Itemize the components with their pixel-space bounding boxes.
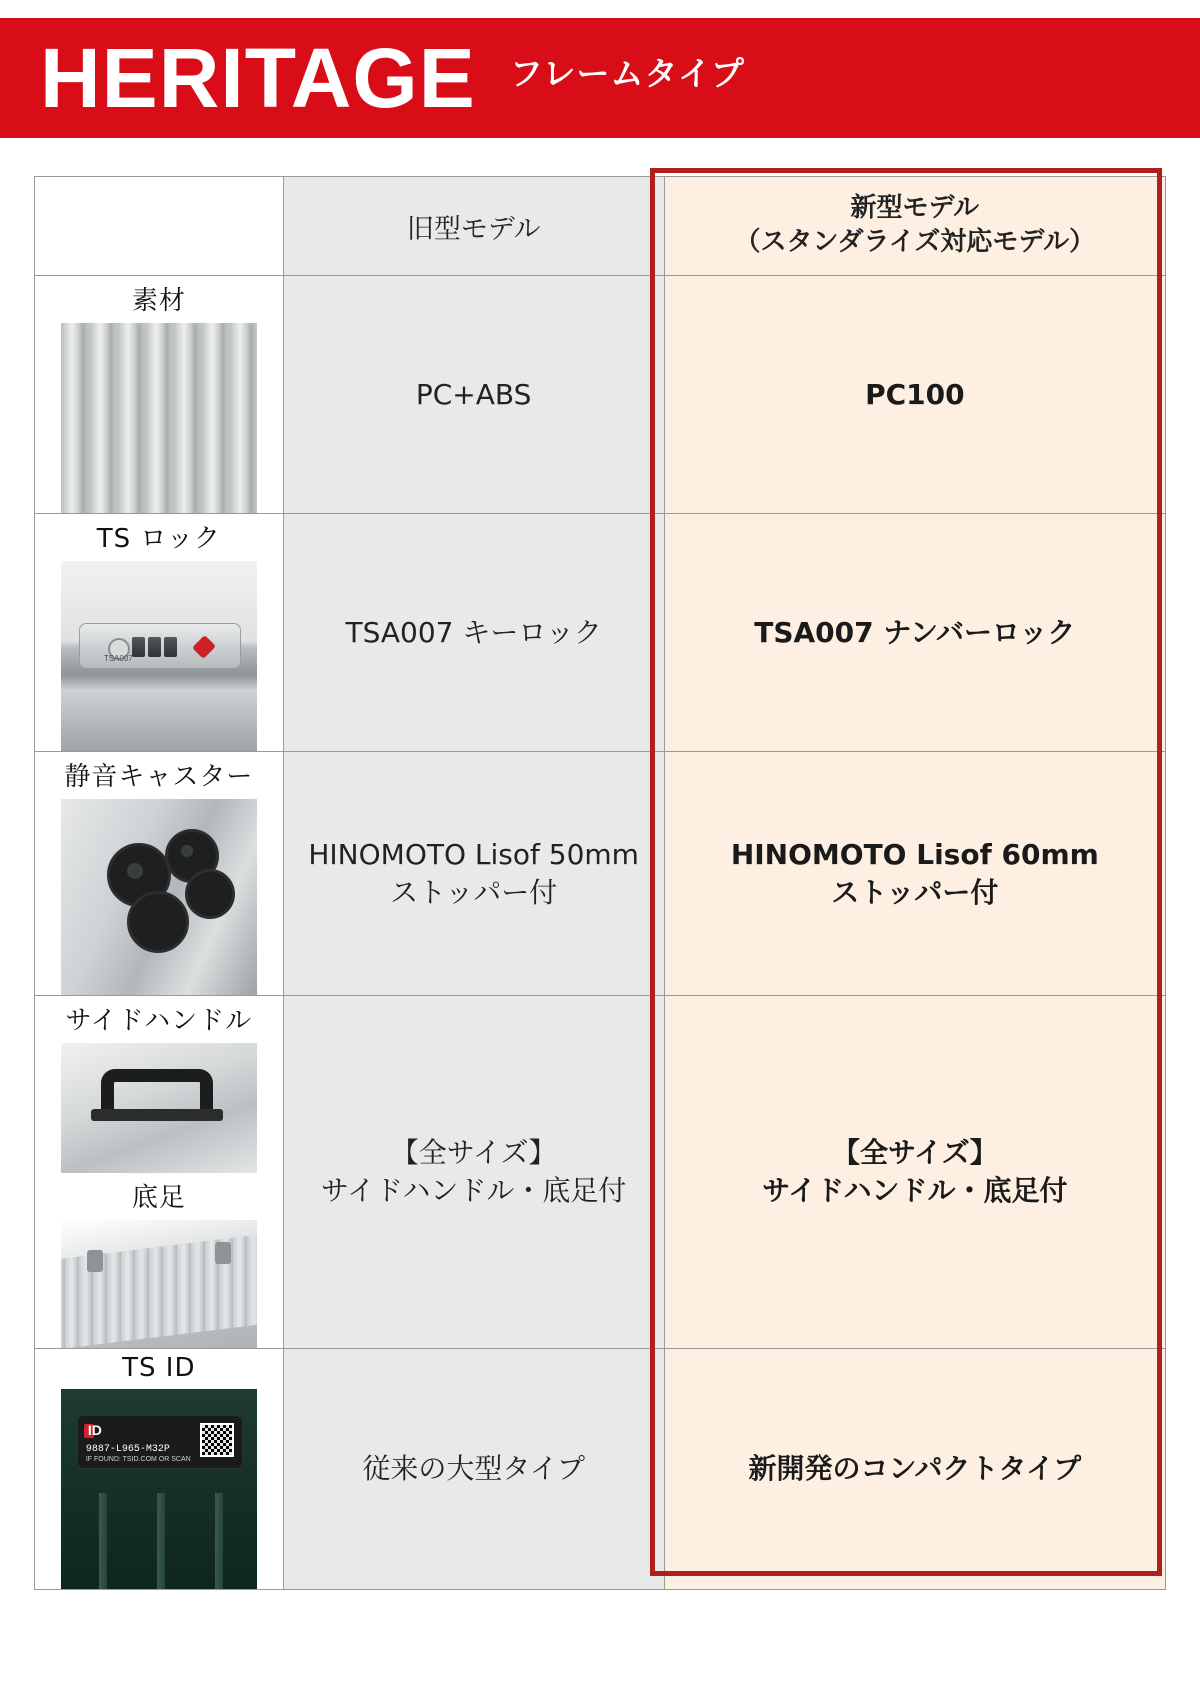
row-caster-new-line1: HINOMOTO Lisof 60mm xyxy=(730,837,1099,871)
handle-bar-shape xyxy=(101,1069,213,1111)
silent-caster-photo xyxy=(61,799,257,995)
row-caster-old-line2: ストッパー付 xyxy=(390,875,558,909)
ts-lock-photo xyxy=(61,561,257,751)
row-handle-old-line1: 【全サイズ】 xyxy=(390,1136,557,1170)
caster-hub-2 xyxy=(181,845,193,857)
row-tsid-new-value: 新開発のコンパクトタイプ xyxy=(664,1349,1165,1590)
row-feet-label: 底足 xyxy=(131,1183,186,1213)
row-handle-old-line2: サイドハンドル・底足付 xyxy=(320,1174,627,1207)
row-material-new-value: PC100 xyxy=(664,276,1165,514)
bottom-foot-2 xyxy=(215,1242,231,1264)
comparison-table xyxy=(34,176,1166,1590)
tsid-tag-note: IF FOUND: TSID.COM OR SCAN xyxy=(85,1456,191,1463)
page-title: HERITAGE xyxy=(40,31,476,125)
row-tsid-old-value: 従来の大型タイプ xyxy=(283,1349,664,1590)
table-row xyxy=(35,514,1166,752)
tsid-case-rib-2 xyxy=(157,1493,165,1589)
row-tslock-image-cell xyxy=(35,514,284,752)
table-header-row xyxy=(35,177,1166,276)
tsid-case-rib-3 xyxy=(215,1493,223,1589)
side-handle-photo xyxy=(61,1043,257,1173)
row-caster-old-value xyxy=(283,752,664,996)
table-row xyxy=(35,1349,1166,1590)
qr-code-icon xyxy=(200,1423,234,1457)
header-new-model-line1: 新型モデル xyxy=(850,193,980,224)
brand-header xyxy=(0,18,1200,138)
row-handle-new-line2: サイドハンドル・底足付 xyxy=(762,1174,1068,1207)
row-caster-new-line2: ストッパー付 xyxy=(831,875,999,909)
header-subtitle: フレームタイプ xyxy=(509,53,745,93)
tsid-tag-code: 9887-L965-M32P xyxy=(85,1444,170,1455)
caster-hub-1 xyxy=(127,863,143,879)
material-photo xyxy=(61,323,257,513)
row-tsid-image-cell xyxy=(35,1349,284,1590)
row-tslock-new-value: TSA007 ナンバーロック xyxy=(664,514,1165,752)
tsid-tag-shape xyxy=(77,1415,243,1469)
table-row xyxy=(35,996,1166,1349)
row-material-image-cell xyxy=(35,276,284,514)
header-new-model xyxy=(664,177,1165,276)
row-material-old-value: PC+ABS xyxy=(283,276,664,514)
row-handle-new-value xyxy=(664,996,1165,1349)
caster-wheel-4 xyxy=(185,869,235,919)
row-handle-label: サイドハンドル xyxy=(65,1006,253,1036)
ts-id-photo xyxy=(61,1389,257,1589)
row-material-label: 素材 xyxy=(131,286,186,316)
caster-wheel-3 xyxy=(127,891,189,953)
row-tslock-old-value: TSA007 キーロック xyxy=(283,514,664,752)
table-row xyxy=(35,752,1166,996)
row-handle-new-line1: 【全サイズ】 xyxy=(831,1136,998,1170)
tsid-case-rib-1 xyxy=(99,1493,107,1589)
lock-dial-2 xyxy=(148,637,161,657)
row-tsid-label: TS ID xyxy=(122,1353,196,1383)
lock-dial-1 xyxy=(132,637,145,657)
tsid-tag-text: ID xyxy=(87,1422,102,1438)
table-row xyxy=(35,276,1166,514)
bottom-foot-1 xyxy=(87,1250,103,1272)
row-caster-label: 静音キャスター xyxy=(64,762,254,792)
row-caster-new-value xyxy=(664,752,1165,996)
bottom-feet-photo xyxy=(61,1220,257,1348)
row-tslock-label: TS ロック xyxy=(96,524,221,554)
row-handle-old-value xyxy=(283,996,664,1349)
tsa-red-diamond-icon xyxy=(192,635,216,659)
row-caster-image-cell xyxy=(35,752,284,996)
header-old-model: 旧型モデル xyxy=(283,177,664,276)
lock-dial-3 xyxy=(164,637,177,657)
lock-tsa-label: TSA007 xyxy=(103,654,133,663)
row-handle-image-cell xyxy=(35,996,284,1349)
header-new-model-line2: （スタンダライズ対応モデル） xyxy=(734,227,1096,257)
lock-body-shape xyxy=(79,623,241,669)
row-caster-old-line1: HINOMOTO Lisof 50mm xyxy=(308,837,639,871)
comparison-table-wrapper xyxy=(34,176,1166,1590)
header-blank-cell xyxy=(35,177,284,276)
handle-base-shape xyxy=(91,1109,223,1121)
